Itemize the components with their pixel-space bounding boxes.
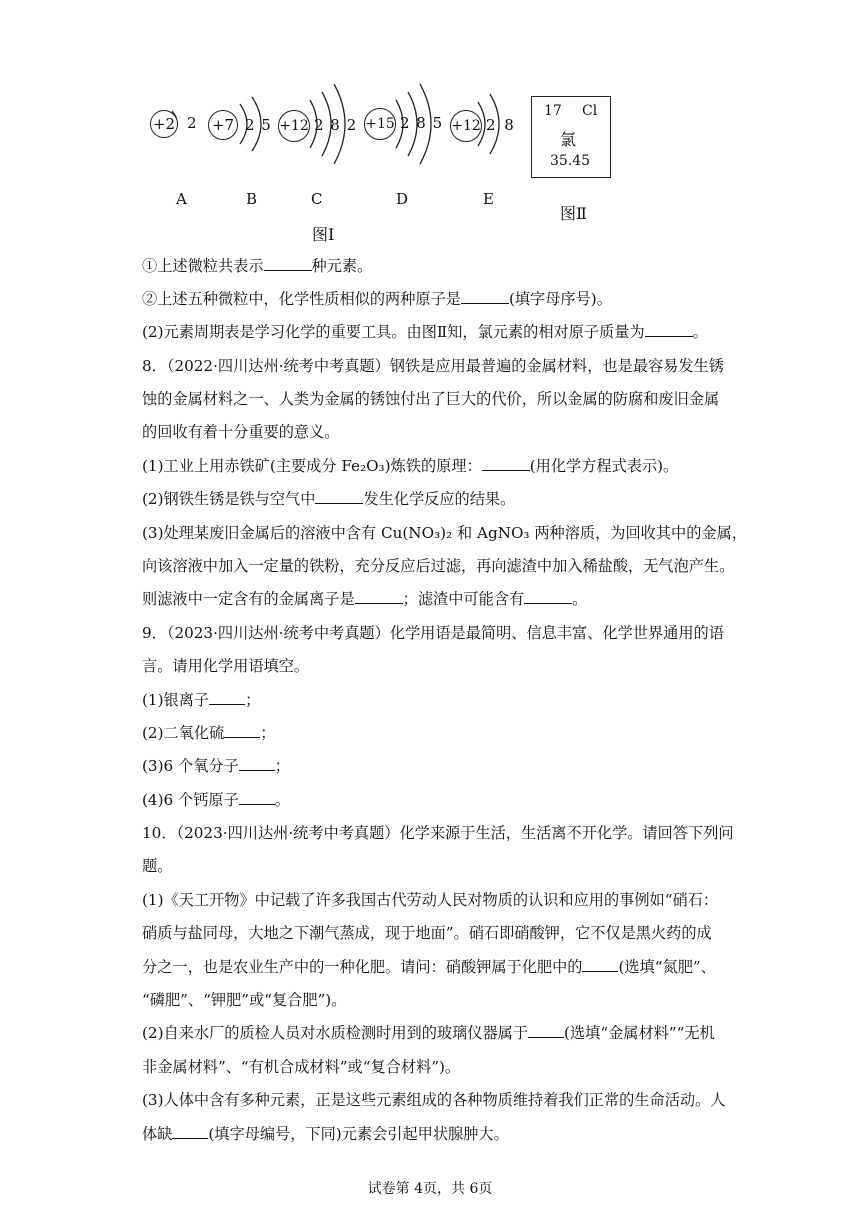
- figure-1-title: 图Ⅰ: [312, 225, 335, 244]
- line-text: ；: [260, 724, 276, 742]
- line-text: (1)银离子: [142, 691, 210, 709]
- answer-blank[interactable]: [224, 723, 260, 738]
- question-9-line: 9．（2023·四川达州·统考中考真题）化学用语是最简明、信息丰富、化学世界通用的语: [142, 624, 724, 642]
- atom-a-nucleus: +2: [150, 110, 178, 138]
- question-line: [142, 690, 260, 710]
- question-line: 硝质与盐同母，大地之下潮气蒸成，现于地面”。硝石即硝酸钾，它不仅是黑火药的成: [142, 924, 712, 942]
- atomic-number: 17: [544, 103, 562, 119]
- page-footer: 试卷第 4页，共 6页: [367, 1181, 493, 1197]
- question-line: [142, 723, 275, 743]
- question-10-line: 10．（2023·四川达州·统考中考真题）化学来源于生活，生活离不开化学。请回答下列问: [142, 824, 734, 842]
- atom-b-electrons: 2 5: [245, 116, 272, 134]
- question-line: (1)《天工开物》中记载了许多我国古代劳动人民对物质的认识和应用的事例如“硝石：: [142, 891, 719, 909]
- line-text: (用化学方程式表示)。: [529, 457, 679, 475]
- line-text: 则滤液中一定含有的金属离子是: [142, 590, 355, 608]
- line-text: (1)工业上用赤铁矿(主要成分 Fe₂O₃)炼铁的原理：: [142, 457, 482, 475]
- answer-blank[interactable]: [315, 489, 363, 504]
- line-text: 。: [572, 590, 588, 608]
- question-line: [142, 256, 372, 276]
- line-text: (填字母编号，下同)元素会引起甲状腺肿大。: [208, 1125, 509, 1143]
- line-text: ；: [245, 691, 261, 709]
- line-text: (选填“金属材料”“无机: [564, 1024, 715, 1042]
- answer-blank[interactable]: [524, 589, 572, 604]
- question-line: [142, 289, 612, 309]
- atom-d-electrons: 2 8 5: [400, 114, 444, 132]
- atom-b-label: B: [246, 190, 258, 208]
- question-line: [142, 456, 678, 476]
- answer-blank[interactable]: [264, 256, 312, 271]
- element-name: 氯: [560, 130, 577, 149]
- line-text: ；: [274, 757, 290, 775]
- question-line: [142, 957, 716, 977]
- answer-blank[interactable]: [645, 322, 693, 337]
- atom-e-label: E: [483, 190, 494, 208]
- figure-2-title: 图Ⅱ: [560, 204, 587, 223]
- atom-c-electrons: 2 8 2: [314, 116, 358, 134]
- atom-e-nucleus: +12: [450, 110, 482, 142]
- line-text: 。: [274, 791, 290, 809]
- question-line: 向该溶液中加入一定量的铁粉，充分反应后过滤，再向滤渣中加入稀盐酸，无气泡产生。: [142, 557, 735, 575]
- question-line: [142, 756, 290, 776]
- line-text: (2)钢铁生锈是铁与空气中: [142, 490, 316, 508]
- answer-blank[interactable]: [461, 289, 509, 304]
- question-9-line: 言。请用化学用语填空。: [142, 657, 310, 675]
- line-text: (2)二氧化硫: [142, 724, 225, 742]
- answer-blank[interactable]: [172, 1124, 208, 1139]
- atom-b-nucleus: +7: [208, 110, 238, 140]
- question-line: (3)处理某废旧金属后的溶液中含有 Cu(NO₃)₂ 和 AgNO₃ 两种溶质，为回收其中的金属，: [142, 524, 747, 542]
- line-text: ①上述微粒共表示: [142, 257, 264, 275]
- periodic-table-cell: [531, 96, 611, 178]
- atom-a-electrons: 2: [187, 114, 197, 132]
- answer-blank[interactable]: [528, 1023, 564, 1038]
- line-text: ②上述五种微粒中，化学性质相似的两种原子是: [142, 290, 461, 308]
- answer-blank[interactable]: [209, 690, 245, 705]
- answer-blank[interactable]: [239, 790, 275, 805]
- question-8-line: 蚀的金属材料之一、人类为金属的锈蚀付出了巨大的代价，所以金属的防腐和废旧金属: [142, 390, 720, 408]
- question-10-line: 题。: [142, 857, 173, 875]
- question-line: [142, 322, 708, 342]
- line-text: 分之一，也是农业生产中的一种化肥。请问：硝酸钾属于化肥中的: [142, 958, 583, 976]
- line-text: ；滤渣中可能含有: [402, 590, 525, 608]
- element-symbol: Cl: [582, 103, 598, 119]
- question-line: 非金属材料”、“有机合成材料”或“复合材料”)。: [142, 1058, 461, 1076]
- question-line: [142, 1023, 715, 1043]
- atom-c-nucleus: +12: [278, 110, 310, 142]
- question-line: (3)人体中含有多种元素，正是这些元素组成的各种物质维持着我们正常的生命活动。人: [142, 1091, 726, 1109]
- answer-blank[interactable]: [482, 456, 530, 471]
- answer-blank[interactable]: [582, 957, 618, 972]
- atom-e-electrons: 2 8: [486, 116, 516, 134]
- question-line: [142, 1124, 509, 1144]
- line-text: (2)自来水厂的质检人员对水质检测时用到的玻璃仪器属于: [142, 1024, 529, 1042]
- atom-d-label: D: [396, 190, 409, 208]
- line-text: (4)6 个钙原子: [142, 791, 239, 809]
- question-line: [142, 489, 515, 509]
- line-text: (填字母序号)。: [508, 290, 612, 308]
- atom-c-label: C: [311, 190, 323, 208]
- answer-blank[interactable]: [355, 589, 403, 604]
- question-line: [142, 589, 587, 609]
- line-text: (3)6 个氧分子: [142, 757, 239, 775]
- atom-a-label: A: [176, 190, 187, 208]
- line-text: (2)元素周期表是学习化学的重要工具。由图Ⅱ知，氯元素的相对原子质量为: [142, 323, 645, 341]
- atomic-mass: 35.45: [550, 153, 591, 169]
- question-8-line: 8．（2022·四川达州·统考中考真题）钢铁是应用最普遍的金属材料，也是最容易发生锈: [142, 357, 724, 375]
- atom-d-nucleus: +15: [364, 108, 396, 140]
- question-8-line: 的回收有着十分重要的意义。: [142, 423, 340, 441]
- line-text: 发生化学反应的结果。: [363, 490, 516, 508]
- line-text: 。: [692, 323, 708, 341]
- line-text: (选填“氮肥”、: [618, 958, 716, 976]
- line-text: 体缺: [142, 1125, 173, 1143]
- line-text: 种元素。: [311, 257, 373, 275]
- figure-area: [0, 0, 860, 250]
- question-line: [142, 790, 290, 810]
- question-line: “磷肥”、“钾肥”或“复合肥”)。: [142, 991, 347, 1009]
- answer-blank[interactable]: [239, 756, 275, 771]
